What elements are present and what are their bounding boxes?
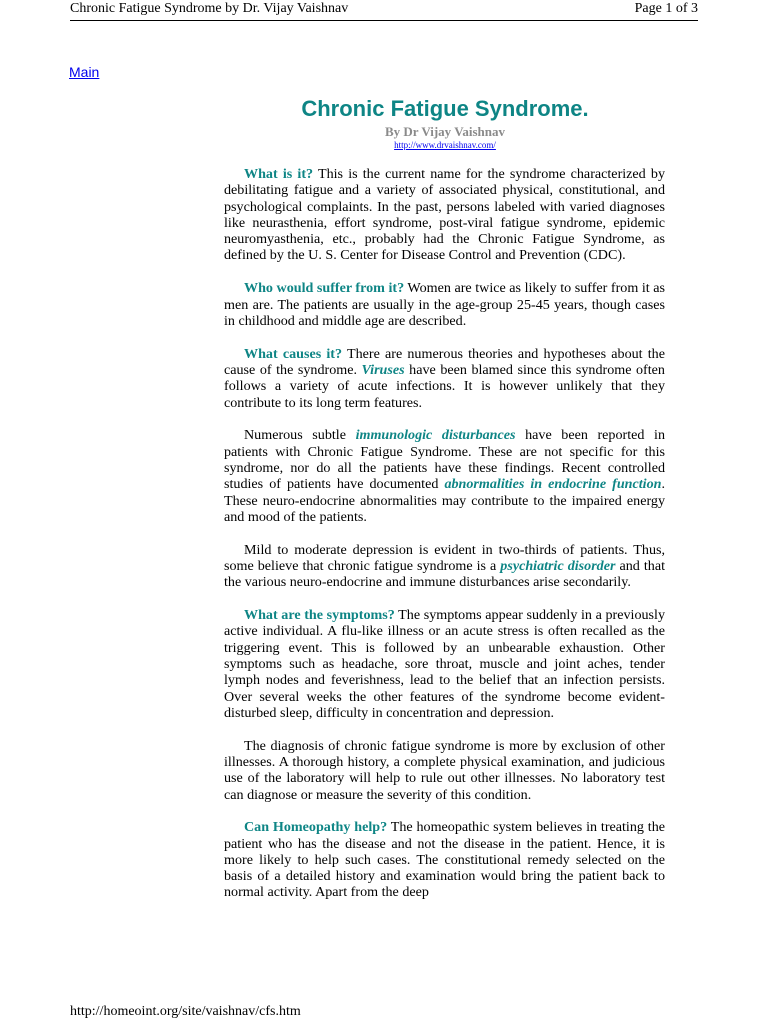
paragraph-causes (224, 346, 665, 411)
question-heading: What are the symptoms? (244, 607, 395, 624)
paragraph-text: This is the current name for the syndrome characterized by debilitating fatigue and a variety of associated physical, constitutional, and psychological complaints. In the past, persons labeled with varied diagnoses like neurasthenia, effort syndrome, post-viral fatigue syndrome, epidemic neuromyasthenia, etc., probably had the Chronic Fatigue Syndrome, as defined by the U. S. Center for Disease Control and Prevention (CDC). (224, 166, 665, 264)
article-byline: By Dr Vijay Vaishnav (384, 124, 506, 139)
emphasis-term: immunologic disturbances (355, 427, 516, 444)
page-header (70, 0, 698, 18)
paragraph-text: The diagnosis of chronic fatigue syndrome is more by exclusion of other illnesses. A thorough history, a complete physical examination, and judicious use of the laboratory will help to rule out other illnesses. No laboratory test can diagnose or measure the severity of this condition. (224, 737, 665, 803)
paragraph-text: Mild to moderate depression is evident in two-thirds of patients. Thus, some believe that chronic fatigue syndrome is a (224, 541, 665, 574)
footer-url: http://homeoint.org/site/vaishnav/cfs.htm (70, 1004, 301, 1019)
header-divider (70, 20, 698, 21)
paragraph-symptoms (224, 607, 665, 721)
paragraph-who-suffers (224, 280, 665, 329)
question-heading: Can Homeopathy help? (244, 819, 388, 836)
paragraph-text: and that the various neuro-endocrine and immune disturbances arise secondarily. (224, 557, 665, 591)
article-title: Chronic Fatigue Syndrome. (301, 96, 589, 121)
question-heading: What is it? (244, 166, 314, 182)
question-heading: Who would suffer from it? (244, 280, 405, 297)
emphasis-term: psychiatric disorder (500, 557, 616, 574)
paragraph-text: Women are twice as likely to suffer from it as men are. The patients are usually in the age-group 25-45 years, though cases in childhood and middle age are described. (224, 280, 665, 329)
paragraph-homeopathy (224, 819, 665, 900)
paragraph-text: have been reported in patients with Chronic Fatigue Syndrome. These are not specific for this syndrome, nor do all the patients have these findings. Recent controlled studies of patients have documented (224, 427, 665, 493)
main-link[interactable]: Main (69, 64, 100, 80)
question-heading: What causes it? (244, 345, 343, 362)
paragraph-text: Numerous subtle (244, 427, 356, 444)
paragraph-depression (224, 542, 665, 591)
paragraph-diagnosis (224, 738, 665, 803)
header-page-info: Page 1 of 3 (634, 1, 698, 16)
paragraph-what-is-it (224, 166, 665, 264)
paragraph-immunologic (224, 427, 665, 525)
site-link[interactable]: http://www.drvaishnav.com/ (394, 140, 496, 150)
article-body (224, 166, 665, 917)
paragraph-text: have been blamed since this syndrome often follows a variety of acute infections. It is however unlikely that they contribute to its long term features. (224, 361, 665, 411)
site-link-container (224, 140, 666, 150)
emphasis-term: Viruses (361, 361, 405, 378)
header-doc-title: Chronic Fatigue Syndrome by Dr. Vijay Vaishnav (70, 1, 349, 16)
paragraph-text: . These neuro-endocrine abnormalities may contribute to the impaired energy and mood of the patients. (224, 476, 666, 525)
paragraph-text: The homeopathic system believes in treating the patient who has the disease and not the disease in the patient. Hence, it is more likely to help such cases. The constitutional remedy selected on the basis of a detailed history and examination would bring the patient back to normal activity. Apart from the deep (224, 819, 665, 901)
paragraph-text: The symptoms appear suddenly in a previously active individual. A flu-like illness or an acute stress is often recalled as the triggering event. This is followed by an unbearable exhaustion. Other symptoms such as headache, sore throat, muscle and joint aches, tender lymph nodes and feverishness, lead to the belief that an infection persists. Over several weeks the other features of the syndrome become evident- disturbed sleep, difficulty in concentration and depression. (224, 607, 665, 721)
emphasis-term: abnormalities in endocrine function (444, 476, 662, 493)
paragraph-text: There are numerous theories and hypotheses about the cause of the syndrome. (224, 345, 665, 378)
